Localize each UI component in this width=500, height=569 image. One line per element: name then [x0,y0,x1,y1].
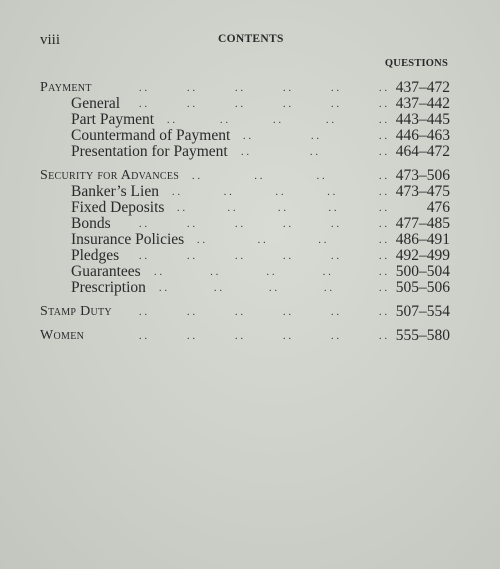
toc-entry-row [40,184,450,200]
toc-section [40,328,450,344]
dot-leader: . . . . . . . . [191,170,388,182]
page-range: 446–463 [395,127,450,144]
dot-leader: . . . . . . . . . . . . [138,330,388,342]
page-range: 486–491 [395,231,450,248]
dot-leader: . . . . . . . . . . [166,114,388,126]
dot-leader: . . . . . . . . . . . . [138,306,388,318]
entry-label: Countermand of Payment [71,127,231,144]
entry-label: Prescription [71,279,146,296]
page-range: 555–580 [395,327,450,344]
page-range: 443–445 [395,111,450,128]
dot-leader: . . . . . . . . . . [171,186,388,198]
page-range: 500–504 [395,263,450,280]
entry-label: General [71,95,121,112]
toc-section-row [40,168,450,184]
toc-section-row [40,80,450,96]
toc-entry-row [40,128,450,144]
dot-leader: . . . . . . . . . . [153,266,388,278]
toc-entry-row [40,200,450,216]
page-range: 473–475 [395,183,450,200]
page-range: 476 [426,199,450,216]
dot-leader: . . . . . . . . . . . . [138,250,388,262]
dot-leader: . . . . . . . . . . [176,202,388,214]
table-of-contents [40,80,450,352]
entry-label: Insurance Policies [71,231,185,248]
page-range: 437–472 [395,79,450,96]
section-title: Payment [40,80,92,95]
page-range: 437–442 [395,95,450,112]
dot-leader: . . . . . . . . [196,234,388,246]
section-title: Stamp Duty [40,304,112,319]
dot-leader: . . . . . . [242,130,388,142]
entry-label: Fixed Deposits [71,199,165,216]
toc-section [40,80,450,160]
entry-label: Pledges [71,247,120,264]
section-title: Security for Advances [40,168,180,183]
dot-leader: . . . . . . . . . . . . [138,98,388,110]
page-range: 477–485 [395,215,450,232]
page-range: 507–554 [395,303,450,320]
entry-label: Bonds [71,215,111,232]
toc-entry-row [40,280,450,296]
dot-leader: . . . . . . . . . . . . [138,218,388,230]
toc-entry-row [40,144,450,160]
toc-entry-row [40,96,450,112]
toc-entry-row [40,112,450,128]
page-range: 505–506 [395,279,450,296]
toc-section [40,168,450,296]
toc-entry-row [40,216,450,232]
page-range: 464–472 [395,143,450,160]
dot-leader: . . . . . . . . . . [158,282,388,294]
page-range: 473–506 [395,167,450,184]
page-range: 492–499 [395,247,450,264]
running-head: CONTENTS [218,33,284,45]
entry-label: Banker’s Lien [71,183,159,200]
toc-entry-row [40,232,450,248]
page-number: viii [40,32,61,48]
toc-section [40,304,450,320]
dot-leader: . . . . . . [240,146,388,158]
column-head: QUESTIONS [384,58,448,69]
entry-label: Presentation for Payment [71,143,228,160]
toc-section-row [40,304,450,320]
entry-label: Guarantees [71,263,141,280]
toc-entry-row [40,248,450,264]
toc-entry-row [40,264,450,280]
toc-section-row [40,328,450,344]
dot-leader: . . . . . . . . . . . . [138,82,388,94]
entry-label: Part Payment [71,111,155,128]
section-title: Women [40,328,85,343]
